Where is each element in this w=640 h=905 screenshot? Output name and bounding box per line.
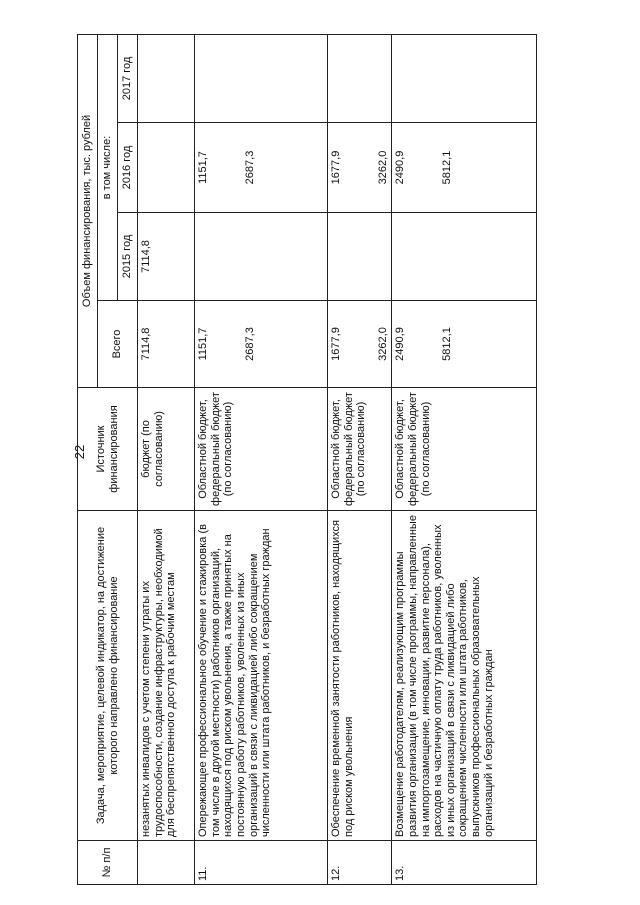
- row-source: бюджет (по согласованию): [138, 388, 195, 511]
- row-2016-value-federal: 3262,0: [376, 150, 389, 185]
- row-2016-value-federal: 5812,1: [440, 150, 453, 185]
- row-total-value-regional: 1151,7: [197, 327, 209, 361]
- row-2017: [195, 34, 328, 122]
- row-total: [328, 301, 392, 388]
- header-2017: 2017 год: [118, 34, 138, 122]
- row-2016-value-regional: 1151,7: [197, 151, 209, 184]
- header-total: Всего: [98, 301, 138, 388]
- table-row: [328, 34, 392, 884]
- row-2016-value-regional: 1677,9: [330, 150, 342, 185]
- header-including: в том числе:: [98, 34, 118, 300]
- row-total-value-regional: 1677,9: [330, 327, 342, 361]
- row-2017: [138, 34, 195, 122]
- row-num: 12.: [328, 841, 392, 885]
- row-total-value-federal: 3262,0: [376, 327, 389, 361]
- rotated-table-container: [77, 35, 582, 885]
- financing-table: [77, 34, 537, 885]
- row-2015: [195, 213, 328, 301]
- row-total-value: 7114,8: [140, 327, 152, 361]
- header-volume: Объем финансирования, тыс. рублей: [78, 34, 98, 387]
- header-num: № п/п: [78, 841, 138, 885]
- header-source: Источник финансирования: [78, 388, 138, 511]
- header-task: Задача, мероприятие, целевой индикатор, на достижение которого направлено финансирование: [78, 511, 138, 841]
- row-task: Опережающее профессиональное обучение и стажировка (в том числе в другой местности) работников организаций, находящихся под риском увольнения, а также принятых на постоянную работу работников, уволенных из иных организаций в связи с ликвидацией либо сокращением численности или штата работников, и безработных граждан: [195, 511, 328, 841]
- page-number: 22: [72, 444, 87, 460]
- row-2017: [328, 34, 392, 122]
- row-2016-value-regional: 2490,9: [394, 150, 407, 185]
- table-row: [138, 34, 195, 884]
- row-source: Областной бюджет, федеральный бюджет (по согласованию): [328, 388, 392, 511]
- table-row: [195, 34, 328, 884]
- row-total: [195, 301, 328, 388]
- row-2016: [328, 123, 392, 213]
- row-task: Обеспечение временной занятости работников, находящихся под риском увольнения: [328, 511, 392, 841]
- row-num: 13.: [392, 841, 537, 885]
- row-2016: [392, 123, 537, 213]
- row-2015: 7114,8: [138, 213, 195, 301]
- row-2016: [195, 123, 328, 213]
- table-row: [392, 34, 537, 884]
- row-source: Областной бюджет, федеральный бюджет (по согласованию): [195, 388, 328, 511]
- row-source: Областной бюджет, федеральный бюджет (по согласованию): [392, 388, 537, 511]
- row-total-value-regional: 2490,9: [394, 327, 407, 361]
- row-2016-value-federal: 2687,3: [243, 150, 256, 185]
- header-2015: 2015 год: [118, 213, 138, 301]
- row-task: незанятых инвалидов с учетом степени утраты их трудоспособности, создание инфраструктуры, необходимой для беспрепятственного доступа к рабочим местам: [138, 511, 195, 841]
- header-row-1: [78, 34, 98, 884]
- row-num: [138, 841, 195, 885]
- row-2016: [138, 123, 195, 213]
- row-total-value-federal: 5812,1: [440, 327, 453, 361]
- row-2017: [392, 34, 537, 122]
- row-2015: [328, 213, 392, 301]
- row-total: [392, 301, 537, 388]
- header-2016: 2016 год: [118, 123, 138, 213]
- row-total: [138, 301, 195, 388]
- row-2015: [392, 213, 537, 301]
- row-task: Возмещение работодателям, реализующим программы развития организации (в том числе программы, направленные на импортозамещение, инновации, развитие персонала), расходов на частичную оплату труда работников, уволенных из иных организаций в связи с ликвидацией либо сокращением численности или штата работников, выпускников профессиональных образовательных организаций и безработных граждан: [392, 511, 537, 841]
- row-num: 11.: [195, 841, 328, 885]
- row-total-value-federal: 2687,3: [243, 327, 256, 361]
